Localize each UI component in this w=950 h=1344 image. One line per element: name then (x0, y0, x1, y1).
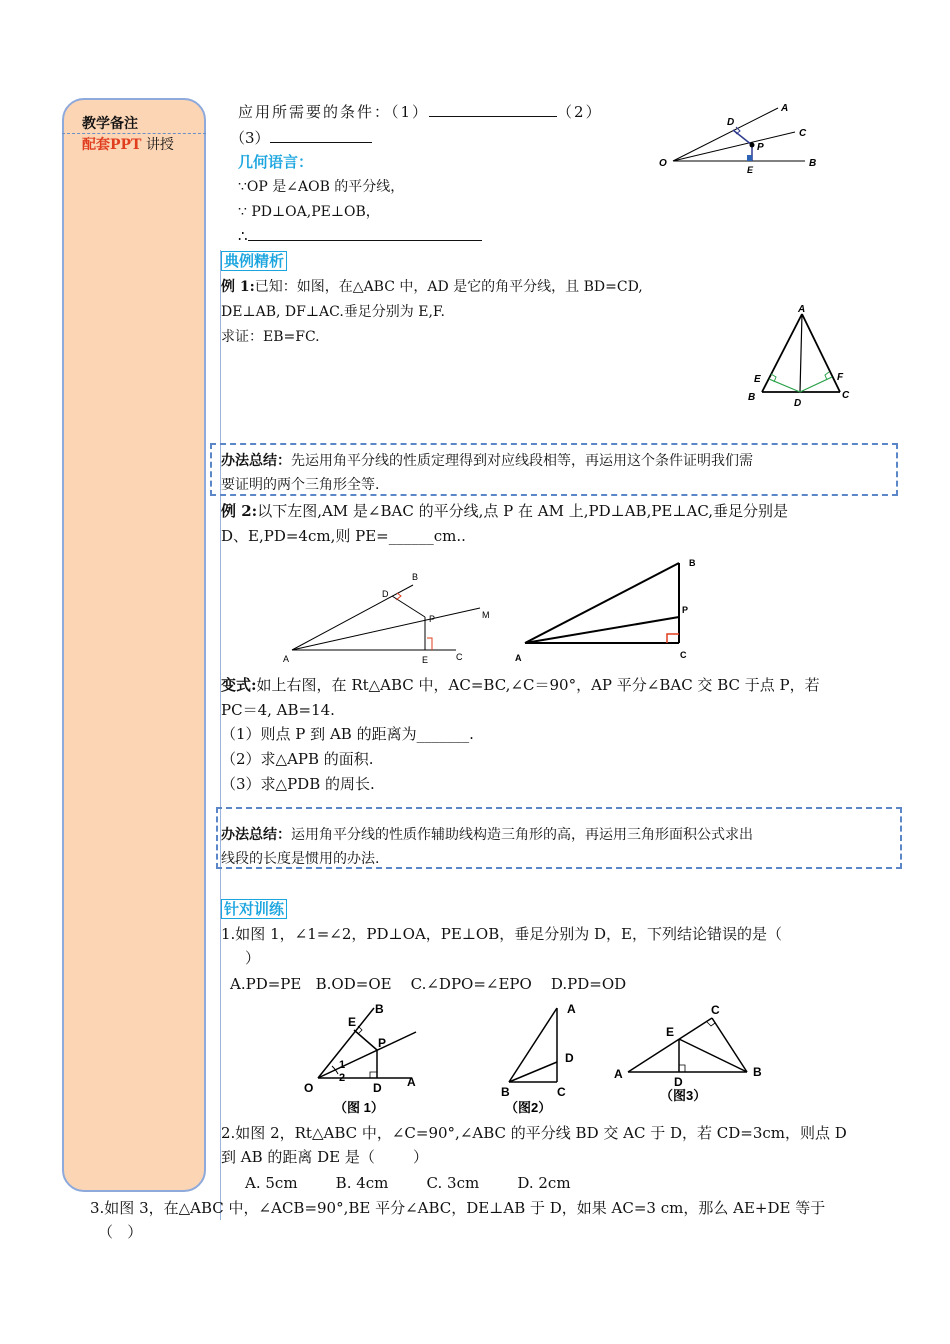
f2-label-A: A (567, 1002, 576, 1016)
f3-label-E: E (666, 1025, 675, 1039)
example2-line1: 例 2:以下左图,AM 是∠BAC 的平分线,点 P 在 AM 上,PD⊥AB,PE⊥AC,垂足分别是 (221, 502, 789, 520)
ex2-left-D: D (382, 589, 389, 599)
ex2-right-B: B (689, 558, 696, 568)
ex2-left-P: P (429, 614, 436, 624)
f3-label-C: C (711, 1003, 720, 1017)
f1-label-A: A (407, 1075, 416, 1089)
label-P: P (757, 142, 764, 153)
f3-label-B: B (753, 1065, 762, 1079)
variant-q3: （3）求△PDB 的周长. (221, 775, 375, 793)
sidebar-subtitle (82, 134, 174, 154)
ex2-right-A: A (515, 653, 522, 663)
figure-2 (495, 996, 595, 1116)
example1-figure (740, 300, 860, 410)
ex2-right-P: P (682, 605, 689, 615)
f2-label-D: D (565, 1051, 574, 1065)
figure-3-caption: （图3） (660, 1088, 707, 1103)
summary2-line1: 办法总结：运用角平分线的性质作辅助线构造三角形的高，再运用三角形面积公式求出 (221, 827, 753, 843)
geo-statement-2: ∵ PD⊥OA,PE⊥OB， (238, 204, 380, 220)
section-examples: 典例精析 (221, 252, 287, 270)
f2-label-B: B (501, 1085, 510, 1099)
figure-1-caption: （图 1） (334, 1100, 384, 1115)
problem2-options: A. 5cm B. 4cm C. 3cm D. 2cm (245, 1174, 571, 1192)
bisector-figure (655, 100, 830, 180)
variant-line2: PC＝4, AB=14. (221, 701, 335, 719)
problem2-line2: 到 AB 的距离 DE 是（ ） (221, 1148, 429, 1166)
ex1-label-C: C (842, 390, 850, 401)
ex2-left-A: A (283, 654, 290, 664)
label-C: C (799, 128, 807, 139)
f1-label-O: O (304, 1081, 314, 1095)
f1-label-2: 2 (339, 1072, 346, 1084)
f1-label-E: E (348, 1015, 357, 1029)
summary1-line2: 要证明的两个三角形全等. (221, 477, 380, 493)
problem1-line2: ） (245, 949, 261, 967)
ex1-label-B: B (748, 392, 756, 403)
label-O: O (659, 158, 667, 169)
summary1-line1: 办法总结：先运用角平分线的性质定理得到对应线段相等，再运用这个条件证明我们需 (221, 453, 753, 469)
label-A: A (781, 103, 789, 114)
example2-right-figure (505, 555, 710, 665)
ex1-label-A: A (798, 304, 806, 315)
section-practice: 针对训练 (221, 900, 287, 918)
ex2-left-C: C (456, 652, 463, 662)
f1-label-1: 1 (339, 1059, 346, 1071)
figure-3 (610, 996, 775, 1111)
label-D: D (727, 117, 735, 128)
f1-label-D: D (373, 1081, 382, 1095)
condition-3: （3） (230, 128, 372, 148)
summary2-line2: 线段的长度是惯用的办法. (221, 851, 380, 867)
problem3-line2: （ ） (98, 1223, 143, 1241)
ex1-label-F: F (837, 372, 844, 383)
ex2-left-B: B (412, 572, 419, 582)
example2-line2: D、E,PD=4cm,则 PE=______cm.. (221, 527, 466, 545)
geo-statement-3: ∴ (238, 226, 482, 246)
f1-label-B: B (375, 1002, 384, 1016)
geo-statement-1: ∵OP 是∠AOB 的平分线， (238, 179, 405, 195)
ex1-label-D: D (794, 398, 802, 409)
figure-2-caption: （图2） (505, 1100, 552, 1115)
f1-label-P: P (378, 1036, 387, 1050)
example1-line3: 求证：EB=FC. (221, 329, 320, 345)
ex1-label-E: E (754, 374, 761, 385)
variant-q2: （2）求△APB 的面积. (221, 750, 374, 768)
f2-label-C: C (557, 1085, 566, 1099)
f3-label-D: D (674, 1075, 683, 1089)
example1-line1: 例 1:已知：如图，在△ABC 中，AD 是它的角平分线，且 BD=CD, (221, 279, 643, 295)
problem1-options: A.PD=PE B.OD=OE C.∠DPO=∠EPO D.PD=OD (230, 975, 627, 993)
example1-line2: DE⊥AB, DF⊥AC.垂足分别为 E,F. (221, 304, 445, 320)
f3-label-A: A (614, 1067, 623, 1081)
problem1-line1: 1.如图 1，∠1=∠2，PD⊥OA，PE⊥OB，垂足分别为 D，E，下列结论错误的是（ (221, 925, 782, 943)
problem2-line1: 2.如图 2，Rt△ABC 中，∠C=90°,∠ABC 的平分线 BD 交 AC 于 D，若 CD=3cm，则点 D (221, 1124, 847, 1142)
geo-language-title: 几何语言： (238, 153, 314, 171)
sidebar-title: 教学备注 (82, 116, 138, 132)
ex2-right-C: C (680, 650, 687, 660)
sidebar-lecture: 讲授 (145, 137, 174, 153)
example2-left-figure (280, 566, 505, 666)
variant-q1: （1）则点 P 到 AB 的距离为_______. (221, 725, 474, 743)
problem3-line1: 3.如图 3，在△ABC 中，∠ACB=90°,BE 平分∠ABC，DE⊥AB 于 D，如果 AC=3 cm，那么 AE+DE 等于 (90, 1199, 826, 1217)
sidebar-panel (62, 98, 206, 1192)
sidebar-ppt: 配套PPT (82, 137, 142, 153)
figure-1 (290, 996, 430, 1116)
conditions-line: 应用所需要的条件：（1） （2） (238, 103, 603, 121)
ex2-left-M: M (482, 610, 490, 620)
ex2-left-E: E (422, 655, 429, 665)
label-E: E (747, 165, 754, 175)
variant-line1: 变式:如上右图，在 Rt△ABC 中，AC=BC,∠C＝90°，AP 平分∠BAC 交 BC 于点 P，若 (221, 676, 820, 694)
label-B: B (809, 158, 817, 169)
